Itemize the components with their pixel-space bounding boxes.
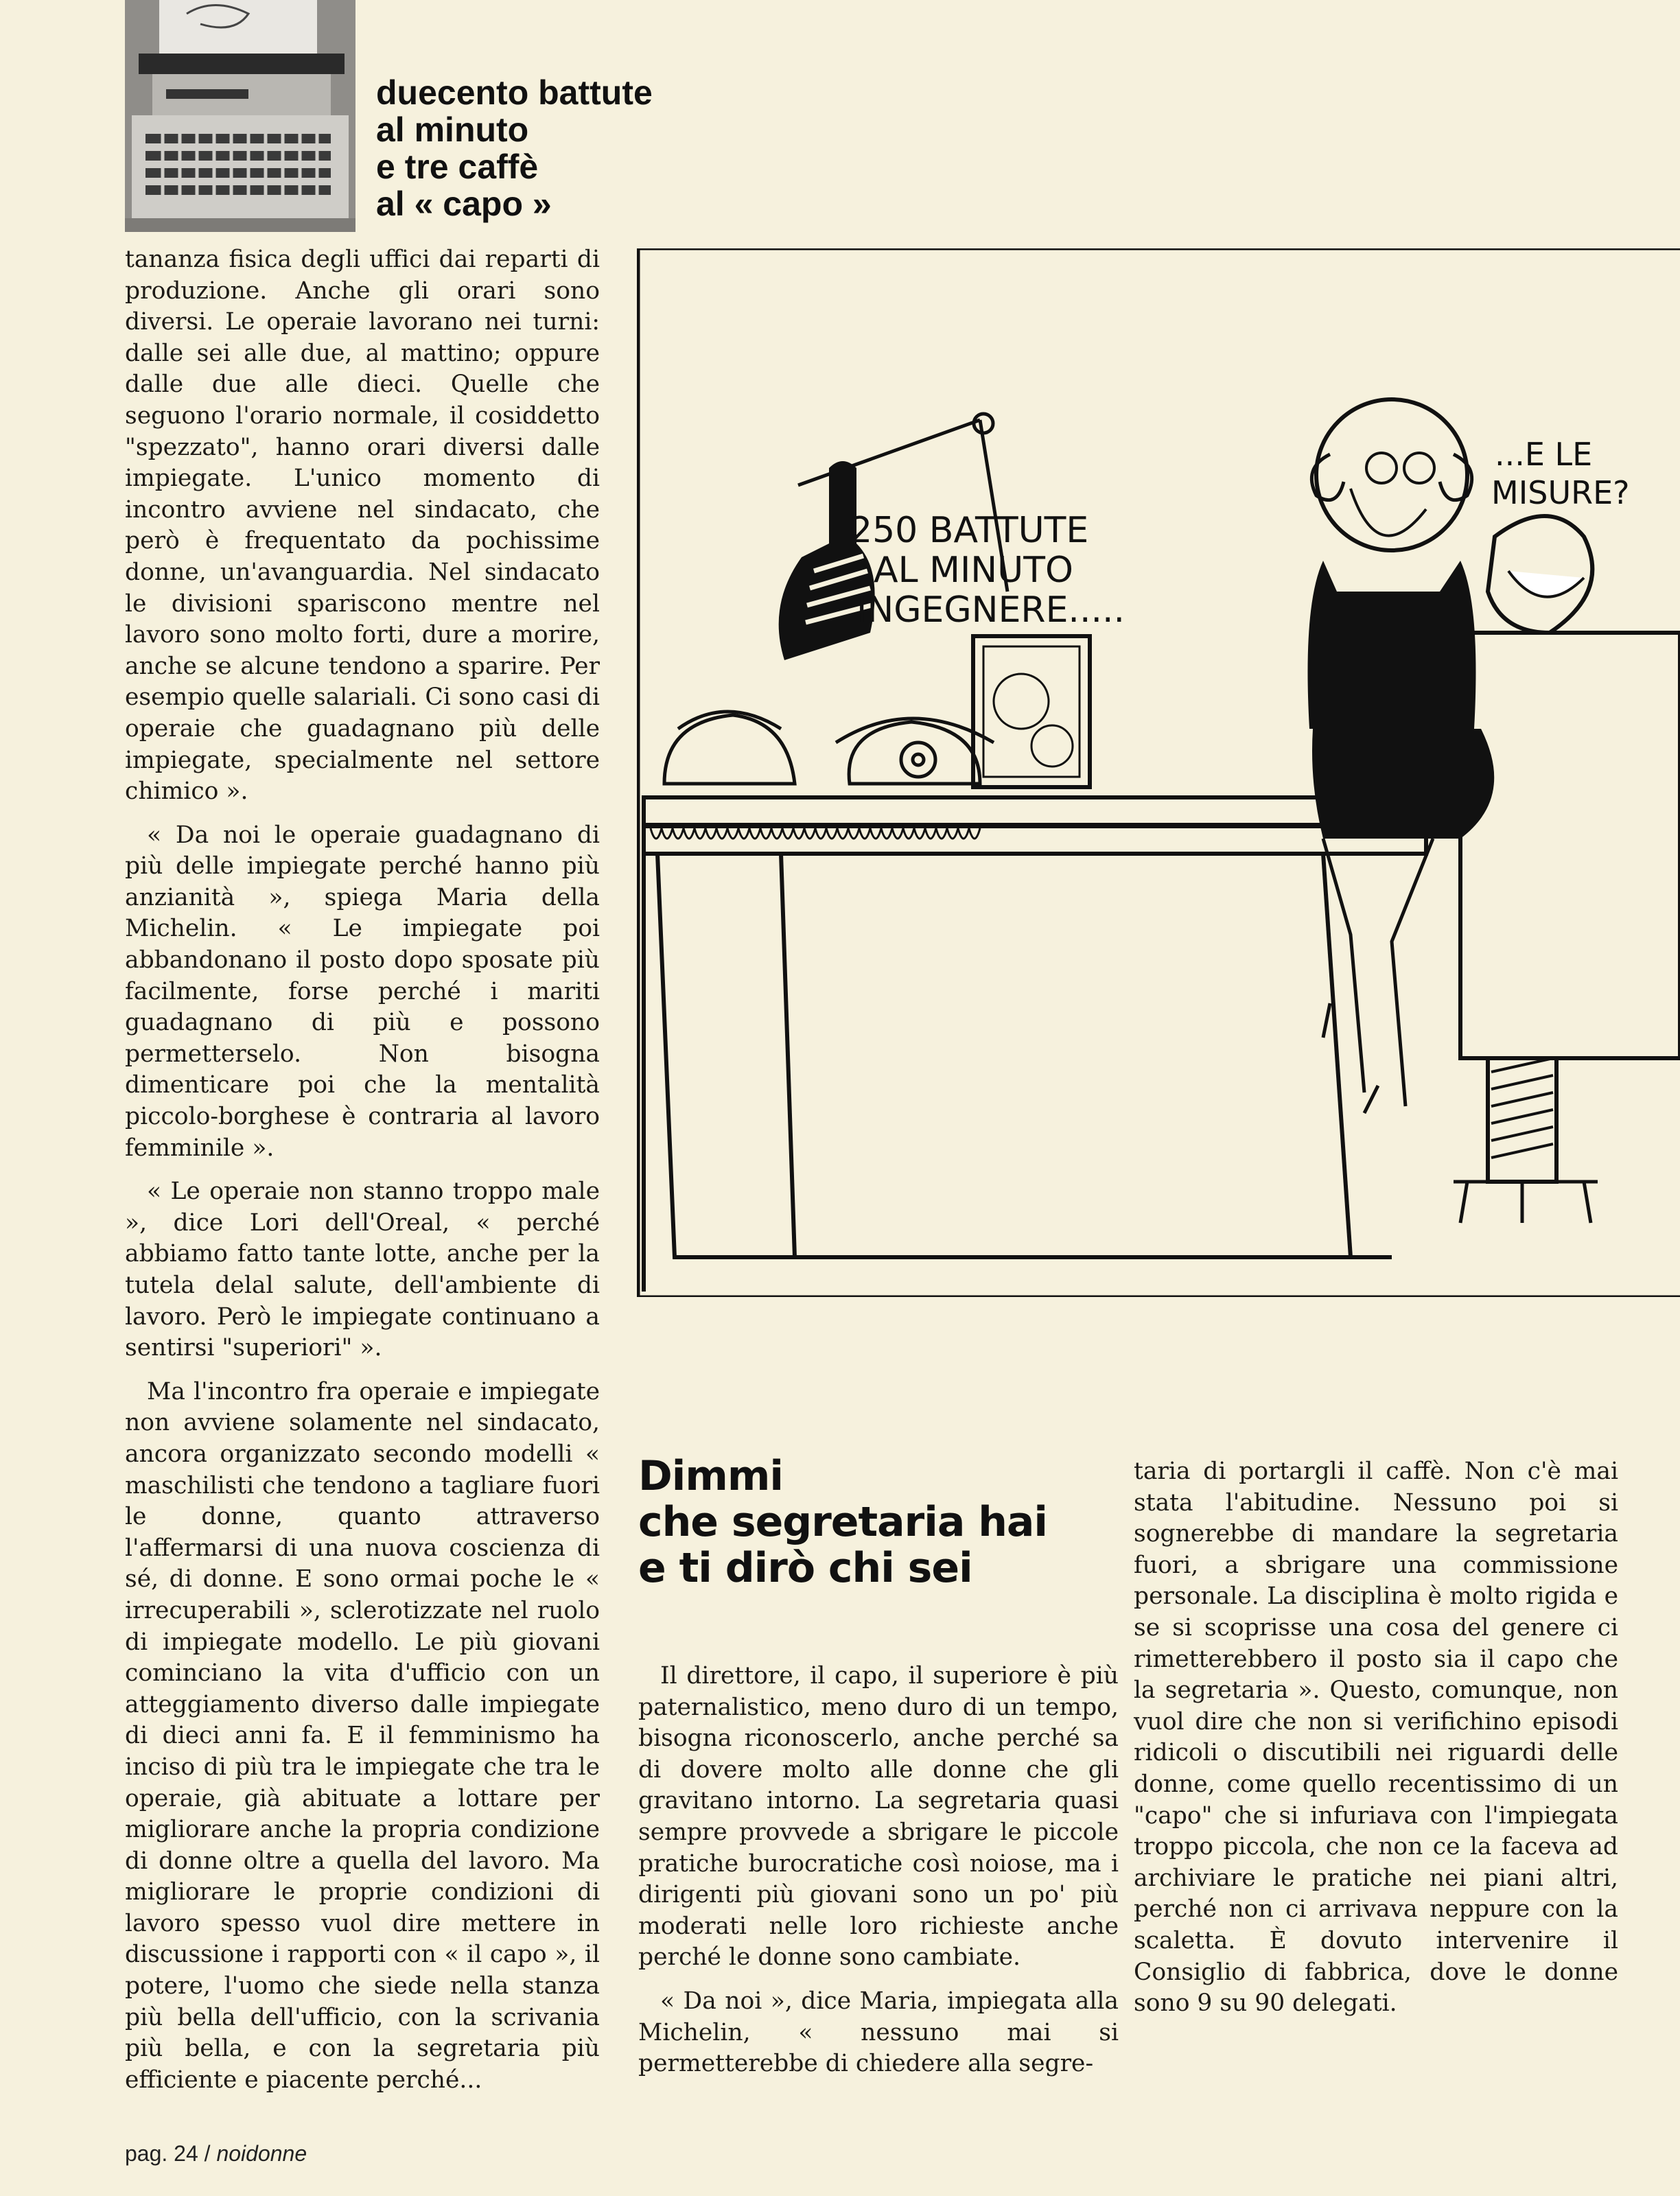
section-heading-line: che segretaria hai	[638, 1498, 1047, 1546]
desk	[644, 797, 1426, 1292]
page-footer	[125, 2141, 307, 2166]
secretary-figure	[1308, 399, 1495, 1113]
typewriter-illustration	[125, 0, 355, 232]
page-number: pag. 24 /	[125, 2141, 211, 2166]
paragraph: tananza fisica degli uffici dai reparti di produzione. Anche gli orari sono diversi. Le operaie lavorano nei turni: dalle sei alle due, al mattino; oppure dalle due alle dieci. Quelle che seguono l'orario normale, il cosiddetto "spezzato", hanno orari diversi dalle impiegate. L'unico momento di incontro avviene nel sindacato, che però è frequentato da pochissime donne, un'avanguardia. Nel sindacato le divisioni spariscono mentre nel lavoro sono molto forti, dure a morire, anche se alcune tendono a sparire. Per esempio quelle salariali. Ci sono casi di operaie che guadagnano più delle impiegate, specialmente nel settore chimico ».	[125, 246, 600, 806]
paragraph: « Le operaie non stanno troppo male », dice Lori dell'Oreal, « perché abbiamo fatto tante lotte, anche per la tutela delal salute, dell'ambiente di lavoro. Però le impiegate continuano a sentirsi "superiori" ».	[125, 1178, 600, 1362]
paragraph: Ma l'incontro fra operaie e impiegate non avviene solamente nel sindacato, ancora organizzato secondo modelli « maschilisti che tendono a tagliare fuori le donne, quanto attraverso l'affermarsi di una nuova coscienza di sé, di donne. E sono ormai poche le « irrecuperabili », sclerotizzate nel ruolo di impiegate modello. Le più giovani cominciano la vita d'ufficio con un atteggiamento diverso dalle impiegate di dieci anni fa. E il femminismo ha inciso di più tra le impiegate che tra le operaie, già abituate a lottare per migliorare anche la propria condizione di donne oltre a quella del lavoro. Ma migliorare le proprie condizioni di lavoro spesso vuol dire mettere in discussione i rapporti con « il capo », il potere, l'uomo che siede nella stanza più bella dell'ufficio, con la scrivania più bella, e con la segretaria più efficiente e piacente perché...	[125, 1377, 600, 2094]
article-column-right	[1134, 1456, 1618, 2032]
article-column-middle	[638, 1661, 1119, 2092]
cartoon-drawing	[637, 248, 1680, 1297]
speech-line: INGEGNERE.....	[856, 589, 1125, 631]
speech-line: MISURE?	[1491, 474, 1630, 511]
paragraph: « Da noi le operaie guadagnano di più delle impiegate perché hanno più anzianità », spiega Maria della Michelin. « Le impiegate poi abbandonano il posto dopo sposate più facilmente, forse perché i mariti guadagnano di più e possono permetterselo. Non bisogna dimenticare poi che la mentalità piccolo-borghese è contraria al lavoro femminile ».	[125, 821, 600, 1162]
section-heading	[638, 1453, 1119, 1591]
article-column-left	[125, 244, 600, 2108]
office-cartoon	[637, 248, 1680, 1297]
paragraph: Il direttore, il capo, il superiore è più paternalistico, meno duro di un tempo, bisogna riconoscerlo, anche perché sa di dovere molto alle donne che gli gravitano intorno. La segretaria quasi sempre provvede a sbrigare le piccole pratiche burocratiche così noiose, ma i dirigenti più giovani sono un po' più moderati nelle loro richieste anche perché le donne sono cambiate.	[638, 1662, 1119, 1972]
headline-line: al « capo »	[376, 185, 552, 223]
section-heading-line: e ti dirò chi sei	[638, 1544, 972, 1592]
section-heading-line: Dimmi	[638, 1452, 783, 1500]
headline-line: duecento battute	[376, 73, 653, 112]
engineer-figure	[1454, 516, 1680, 1223]
picture-frame	[973, 636, 1090, 787]
paragraph: taria di portargli il caffè. Non c'è mai stata l'abitudine. Nessuno poi si sognerebbe di mandare la segretaria fuori, a sbrigare una commissione personale. La disciplina è molto rigida e se si scoprisse una cosa del genere ci rimetterebbero il posto sia il capo che la segretaria ». Questo, comunque, non vuol dire che non si verifichino episodi ridicoli o discutibili nei riguardi delle donne, come quello recentissimo di un "capo" che si infuriava con l'impiegata troppo piccola, che non ce la faceva ad archiviare le pratiche nei piani altri, perché non ci arrivava neppure con la scaletta. È dovuto intervenire il Consiglio di fabbrica, dove le donne sono 9 su 90 delegati.	[1134, 1458, 1618, 2018]
paragraph: « Da noi », dice Maria, impiegata alla Michelin, « nessuno mai si permetterebbe di chiedere alla segre-	[638, 1987, 1119, 2078]
headline-line: al minuto	[376, 110, 529, 149]
speech-line: 250 BATTUTE	[850, 510, 1089, 551]
article-headline	[376, 74, 664, 222]
speech-line: ...E LE	[1495, 436, 1593, 473]
speech-line: AL MINUTO	[874, 550, 1073, 591]
headline-line: e tre caffè	[376, 148, 539, 186]
magazine-brand: noidonne	[216, 2141, 307, 2166]
typewriter-photo	[125, 0, 355, 232]
